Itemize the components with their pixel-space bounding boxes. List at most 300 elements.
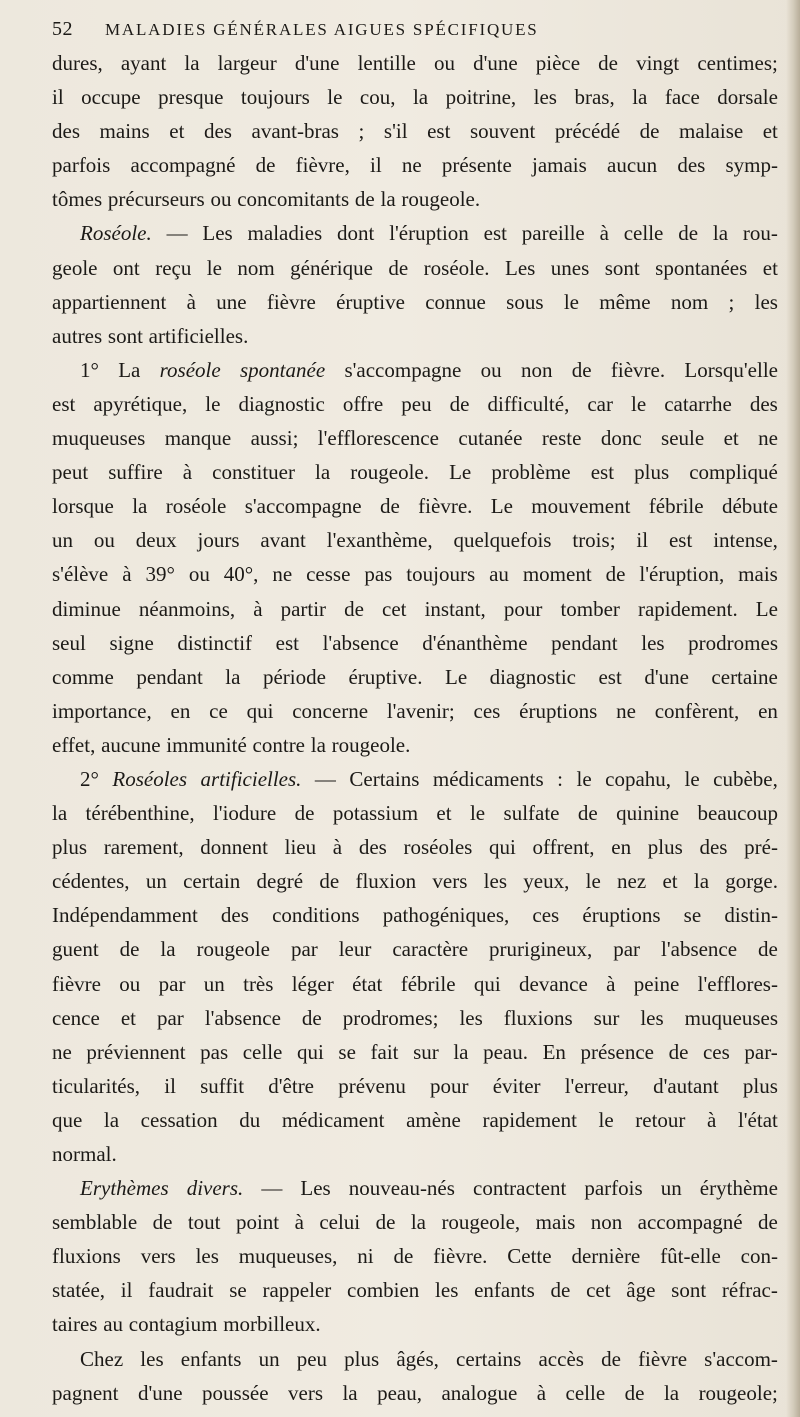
word: par xyxy=(290,937,318,962)
word: ces xyxy=(702,1039,730,1064)
word: ne xyxy=(272,562,293,587)
word: Le xyxy=(449,460,472,485)
word xyxy=(80,1171,169,1205)
word: face xyxy=(664,85,700,110)
word: peut xyxy=(52,460,89,485)
word: ou xyxy=(188,562,210,587)
word: de xyxy=(449,391,470,416)
word: catarrhe xyxy=(664,391,732,416)
word: plus xyxy=(647,835,683,860)
italic-run: Roséole. xyxy=(80,221,152,246)
word: de xyxy=(758,1210,778,1235)
body-text xyxy=(52,46,782,1410)
word: par xyxy=(156,1005,184,1030)
word: poitrine, xyxy=(445,85,517,110)
word: éruptions xyxy=(582,903,661,928)
word: à xyxy=(182,460,193,485)
word: lentille xyxy=(357,51,416,75)
word: roséoles xyxy=(403,835,473,860)
text-line xyxy=(52,1171,778,1205)
word: la xyxy=(412,85,429,110)
word: d'autant xyxy=(653,1073,719,1098)
word: s'accompagne xyxy=(244,494,362,519)
word: certains xyxy=(456,1346,522,1371)
word: gorge. xyxy=(725,869,778,894)
word: l'éruption, xyxy=(639,562,725,587)
word: symp- xyxy=(725,153,778,178)
word: et xyxy=(169,119,185,144)
word: fièvre, xyxy=(295,153,350,178)
word: peu xyxy=(401,391,432,416)
word: à xyxy=(332,835,343,860)
word: aucun xyxy=(607,153,658,178)
word: largeur xyxy=(217,51,277,75)
word: plus xyxy=(344,1346,380,1371)
word: ticularités, xyxy=(52,1073,141,1098)
word: combien xyxy=(347,1278,420,1303)
word: éruptive. xyxy=(348,664,423,689)
word: pour xyxy=(503,596,543,621)
word: manque xyxy=(164,426,232,451)
word: ou xyxy=(93,528,115,553)
word: cessation xyxy=(140,1107,218,1132)
word: La xyxy=(118,357,141,382)
word: les xyxy=(483,869,507,894)
word: non xyxy=(590,1210,623,1235)
word: — xyxy=(166,221,188,246)
word: prodromes xyxy=(688,630,778,655)
word: ces xyxy=(473,698,501,723)
word xyxy=(80,216,152,250)
word: le xyxy=(631,391,647,416)
word: fièvre xyxy=(266,289,316,314)
word: pathogéniques, xyxy=(382,903,510,928)
word: enfants xyxy=(180,1346,242,1371)
word: de xyxy=(605,562,626,587)
word: et xyxy=(762,255,778,280)
word: fièvre xyxy=(52,971,101,996)
word: fièvre xyxy=(638,1346,688,1371)
text-line xyxy=(52,864,778,898)
word: l'avenir; xyxy=(386,698,455,723)
word: : xyxy=(557,766,563,791)
word: précédé xyxy=(554,119,621,144)
word: parfois xyxy=(584,1176,643,1201)
word: fébrile xyxy=(400,971,456,996)
word: diagnostic xyxy=(238,391,325,416)
word: de xyxy=(388,255,409,280)
word: médicaments xyxy=(432,766,544,791)
word: comme xyxy=(52,664,114,689)
word: éruptive xyxy=(336,289,405,314)
word: s'élève xyxy=(52,562,109,587)
word: celui xyxy=(319,1210,361,1235)
word: il xyxy=(164,1073,176,1098)
word: les xyxy=(459,1005,483,1030)
word: est xyxy=(275,630,299,655)
word: érythème xyxy=(699,1176,778,1201)
word xyxy=(187,1171,244,1205)
word: état xyxy=(352,971,383,996)
word: l'erreur, xyxy=(564,1073,629,1098)
word: celle xyxy=(623,221,664,246)
word: est xyxy=(668,528,693,553)
word: le xyxy=(206,255,222,280)
word: est xyxy=(52,391,76,416)
word: jours xyxy=(197,528,240,553)
word: se xyxy=(338,1039,356,1064)
word: rappeler xyxy=(262,1278,332,1303)
word: de xyxy=(571,357,592,382)
word: des xyxy=(203,119,232,144)
text-line xyxy=(52,421,778,455)
word: la xyxy=(663,1380,680,1405)
word: éviter xyxy=(492,1073,541,1098)
word: sont xyxy=(604,255,640,280)
word: Les xyxy=(505,255,536,280)
word: ont xyxy=(112,255,140,280)
text-line xyxy=(52,796,778,830)
word: qui xyxy=(296,1039,324,1064)
word: il xyxy=(370,153,382,178)
running-head: MALADIES GÉNÉRALES AIGUES SPÉCIFIQUES xyxy=(105,20,539,39)
word: la xyxy=(410,1210,426,1235)
word: caractère xyxy=(392,937,469,962)
word: période xyxy=(262,664,326,689)
word: s'il xyxy=(383,119,408,144)
word: pagnent xyxy=(52,1380,119,1405)
word: rou- xyxy=(742,221,778,246)
word: ; xyxy=(358,119,365,144)
word: est xyxy=(427,119,451,144)
word: l'exanthème, xyxy=(326,528,433,553)
text-line xyxy=(52,1001,778,1035)
italic-run: Erythèmes xyxy=(80,1176,169,1201)
word: la xyxy=(52,801,68,826)
word: âgés, xyxy=(396,1346,439,1371)
word: ou xyxy=(480,357,502,382)
word: mais xyxy=(535,1210,576,1235)
word: distinctif xyxy=(177,630,253,655)
word: vers xyxy=(432,869,468,894)
word: cédentes, xyxy=(52,869,130,894)
word: des xyxy=(677,153,706,178)
word: se xyxy=(683,903,702,928)
word: d'une xyxy=(644,664,689,689)
text-line xyxy=(52,285,778,319)
word: Chez xyxy=(80,1346,124,1371)
word: des xyxy=(358,835,387,860)
word: diminue xyxy=(52,596,121,621)
word: la xyxy=(632,85,648,110)
word: connue xyxy=(425,289,486,314)
word: muqueuses, xyxy=(238,1244,338,1269)
word: est xyxy=(483,221,507,246)
text-line xyxy=(52,46,778,80)
word: dont xyxy=(337,221,375,246)
word: ne xyxy=(401,153,422,178)
word: cet xyxy=(586,1278,611,1303)
word: il xyxy=(52,85,64,110)
word: muqueuses xyxy=(52,426,146,451)
word: d'une xyxy=(137,1380,183,1405)
word: devance xyxy=(519,971,588,996)
word: rougeole xyxy=(196,937,270,962)
word: cubèbe, xyxy=(713,766,778,791)
text-line xyxy=(52,114,778,148)
word: mais xyxy=(738,562,778,587)
word: le xyxy=(563,289,579,314)
word: la xyxy=(315,460,331,485)
word: nom xyxy=(670,289,709,314)
word: l'absence xyxy=(322,630,399,655)
word: la xyxy=(712,221,729,246)
word: très xyxy=(243,971,274,996)
word: nez xyxy=(617,869,647,894)
word: il xyxy=(120,1278,133,1303)
word: moment xyxy=(522,562,592,587)
word: pendant xyxy=(551,630,618,655)
word: toujours xyxy=(240,85,310,110)
word: ne xyxy=(758,426,778,451)
word: ne xyxy=(616,698,636,723)
word: les xyxy=(533,85,557,110)
word: néanmoins, xyxy=(138,596,236,621)
word: donnent xyxy=(200,835,268,860)
word: à xyxy=(536,1380,547,1405)
word: celle xyxy=(242,1039,283,1064)
word: en xyxy=(170,698,191,723)
text-line xyxy=(52,523,778,557)
word: pré- xyxy=(744,835,778,860)
word: cet xyxy=(382,596,407,621)
word: rapidement. xyxy=(637,596,738,621)
word: cutanée xyxy=(458,426,523,451)
text-line xyxy=(52,251,778,285)
word: accès xyxy=(538,1346,584,1371)
word xyxy=(201,762,302,796)
text-line: autres sont artificielles. xyxy=(52,323,249,348)
word: plus xyxy=(634,460,670,485)
word: tout xyxy=(187,1210,221,1235)
word: yeux, xyxy=(523,869,570,894)
word: vingt xyxy=(636,51,680,75)
text-line xyxy=(52,455,778,489)
word: la xyxy=(693,869,710,894)
word: Certains xyxy=(349,766,420,791)
word: dernière xyxy=(571,1244,641,1269)
word: ; xyxy=(728,289,735,314)
word: quelquefois xyxy=(453,528,552,553)
text-line xyxy=(52,1273,778,1307)
word: nom xyxy=(237,255,275,280)
word: — xyxy=(314,766,336,791)
word: roséole xyxy=(165,494,227,519)
word: — xyxy=(261,1176,283,1201)
word: fût-elle xyxy=(660,1244,721,1269)
word: cence xyxy=(52,1005,100,1030)
text-line xyxy=(52,1103,778,1137)
text-line xyxy=(52,762,778,796)
word: le xyxy=(327,85,343,110)
word: et xyxy=(662,869,678,894)
word: reçu xyxy=(155,255,192,280)
word: de xyxy=(344,596,364,621)
word: mouvement xyxy=(531,494,631,519)
word: centimes; xyxy=(697,51,778,75)
word: distin- xyxy=(724,903,778,928)
word: prurigineux, xyxy=(489,937,593,962)
word: beaucoup xyxy=(697,801,778,826)
word: rougeole. xyxy=(350,460,430,485)
word: d'être xyxy=(268,1073,315,1098)
word: le xyxy=(205,391,221,416)
word: difficulté, xyxy=(487,391,570,416)
word: de xyxy=(255,153,276,178)
word: jamais xyxy=(532,153,587,178)
word: ne xyxy=(52,1039,72,1064)
word: avant xyxy=(260,528,306,553)
word: par xyxy=(158,971,186,996)
text-line xyxy=(52,1376,778,1410)
word: et xyxy=(120,1005,136,1030)
word: présence xyxy=(580,1039,654,1064)
word: signe xyxy=(109,630,154,655)
word: rougeole; xyxy=(698,1380,778,1405)
word: dorsale xyxy=(717,85,778,110)
word: de xyxy=(598,51,618,75)
word xyxy=(112,762,187,796)
word: l'iodure xyxy=(212,801,277,826)
text-line xyxy=(52,80,778,114)
text-line xyxy=(52,1239,778,1273)
word: la xyxy=(103,1107,120,1132)
word: roséole. xyxy=(423,255,490,280)
word: apyrétique, xyxy=(93,391,188,416)
word: lieu xyxy=(284,835,317,860)
word: copahu, xyxy=(605,766,672,791)
word: le xyxy=(598,1107,614,1132)
word: de xyxy=(375,1210,396,1235)
word: 1° xyxy=(80,357,99,382)
word: certaine xyxy=(711,664,778,689)
word: Indépendamment xyxy=(52,903,198,928)
word: s'accompagne xyxy=(344,357,462,382)
word: deux xyxy=(135,528,177,553)
word: tomber xyxy=(560,596,620,621)
word: concerne xyxy=(292,698,369,723)
word: sous xyxy=(506,289,544,314)
word: qui xyxy=(246,698,274,723)
word: car xyxy=(587,391,613,416)
text-line xyxy=(52,967,778,1001)
word: léger xyxy=(291,971,334,996)
word: et xyxy=(436,801,452,826)
word: bras, xyxy=(574,85,615,110)
word: par- xyxy=(744,1039,778,1064)
word: statée, xyxy=(52,1278,106,1303)
word: reste xyxy=(541,426,582,451)
word: offre xyxy=(342,391,384,416)
word: de xyxy=(294,801,315,826)
word: Le xyxy=(445,664,468,689)
word: les xyxy=(640,1005,664,1030)
word: souvent xyxy=(469,119,536,144)
word: et xyxy=(723,426,739,451)
word: éruptions xyxy=(519,698,598,723)
word: fluxion xyxy=(355,869,417,894)
word: réfrac- xyxy=(721,1278,778,1303)
word: le xyxy=(576,766,592,791)
word: partir xyxy=(280,596,327,621)
word: Les xyxy=(300,1176,331,1201)
word: pour xyxy=(430,1073,469,1098)
word: est xyxy=(590,460,615,485)
text-line xyxy=(52,592,778,626)
word: un xyxy=(258,1346,280,1371)
text-line xyxy=(52,1035,778,1069)
word: à xyxy=(294,1210,304,1235)
word: prévenu xyxy=(338,1073,406,1098)
word: sont xyxy=(671,1278,707,1303)
word: cesse xyxy=(306,562,351,587)
word: mains xyxy=(99,119,150,144)
word: pas xyxy=(200,1039,229,1064)
word: générique xyxy=(290,255,373,280)
word: guent xyxy=(52,937,99,962)
text-line xyxy=(52,1342,778,1376)
word: semblable xyxy=(52,1210,138,1235)
word: un xyxy=(203,971,225,996)
word: pareille xyxy=(521,221,585,246)
word: des xyxy=(220,903,249,928)
text-line xyxy=(52,1069,778,1103)
text-line xyxy=(52,1205,778,1239)
word: pas xyxy=(364,562,393,587)
word: de xyxy=(379,494,400,519)
word: un xyxy=(660,1176,682,1201)
word: lorsque xyxy=(52,494,114,519)
word: contractent xyxy=(473,1176,567,1201)
italic-run: artificielles. xyxy=(200,766,302,791)
word: geole xyxy=(52,255,98,280)
word: seul xyxy=(52,630,86,655)
word: le xyxy=(585,869,601,894)
text-line xyxy=(52,694,778,728)
word: de xyxy=(393,1244,414,1269)
word: l'éruption xyxy=(389,221,469,246)
italic-run: roséole xyxy=(159,357,221,382)
text-line xyxy=(52,148,778,182)
word: fièvre. xyxy=(418,494,473,519)
word: occupe xyxy=(81,85,141,110)
word: d'une xyxy=(294,51,340,75)
word: presque xyxy=(158,85,224,110)
word: le xyxy=(684,766,700,791)
word: malaise xyxy=(679,119,744,144)
word: ce xyxy=(209,698,228,723)
text-line xyxy=(52,898,778,932)
word: rarement, xyxy=(103,835,184,860)
word: l'absence xyxy=(204,1005,281,1030)
word: les xyxy=(195,1244,219,1269)
word: peau. xyxy=(483,1039,528,1064)
word: médicament xyxy=(281,1107,385,1132)
word: 40°, xyxy=(223,562,259,587)
word: sur xyxy=(593,1005,620,1030)
word: un xyxy=(52,528,73,553)
word: degré xyxy=(256,869,304,894)
